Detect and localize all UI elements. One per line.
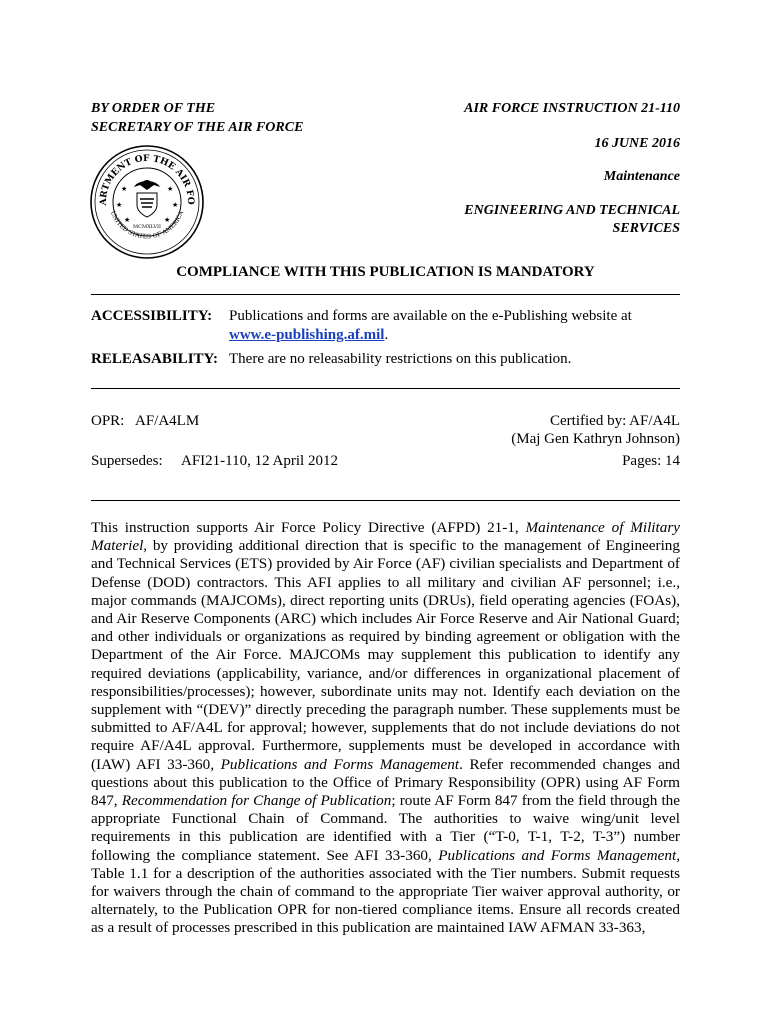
link-suffix: . [384, 327, 389, 343]
divider-1 [91, 294, 680, 295]
releasability-label: RELEASABILITY: [91, 351, 218, 367]
releasability-text: There are no releasability restrictions on this publication. [229, 351, 572, 367]
publication-title-line-2: SERVICES [612, 221, 680, 236]
body-paragraph: This instruction supports Air Force Policy Directive (AFPD) 21-1, Maintenance of Military Materiel, by providing additional direction that is specific to the management of Engineering and Technical Services (ETS) provided by Air Force (AF) civilian specialists and Department of Defense (DOD) contractors. This AFI applies to all military and civilian AF personnel; i.e., major commands (MAJCOMs), direct reporting units (DRUs), field operating agencies (FOAs), and Air Reserve Components (ARC) which includes Air Force Reserve and Air National Guard; and other individuals or organizations as required by binding agreement or obligation with the Department of the Air Force. MAJCOMs may supplement this publication to identify any required deviations (applicability, variance, and/or differences in organizational placement of responsibilities/processes); however, subordinate units may not. Identify each deviation on the supplement with “(DEV)” directly preceding the paragraph number. These supplements must be submitted to AF/A4L for approval; however, supplements that do not include deviations do not require AF/A4L approval. Furthermore, supplements must be developed in accordance with (IAW) AFI 33-360, Publications and Forms Management. Refer recommended changes and questions about this publication to the Office of Primary Responsibility (OPR) using AF Form 847, Recommendation for Change of Publication; route AF Form 847 from the field through the appropriate Functional Chain of Command. The authorities to waive wing/unit level requirements in this publication are identified with a Tier (“T-0, T-1, T-2, T-3”) number following the compliance statement. See AFI 33-360, Publications and Forms Management, Table 1.1 for a description of the authorities associated with the Tier numbers. Submit requests for waivers through the chain of command to the appropriate Tier waiver approval authority, or alternately, to the Publication OPR for non-tiered compliance items. Ensure all records created as a result of processes prescribed in this publication are maintained IAW AFMAN 33-363, [91, 519, 681, 937]
accessibility-label: ACCESSIBILITY: [91, 308, 213, 324]
svg-text:★: ★ [116, 201, 123, 209]
opr-value: AF/A4LM [135, 413, 200, 429]
certified-by-name: (Maj Gen Kathryn Johnson) [511, 431, 680, 447]
svg-text:★: ★ [121, 185, 128, 193]
opr-label: OPR: [91, 413, 125, 429]
instruction-number: AIR FORCE INSTRUCTION 21-110 [464, 101, 680, 116]
svg-text:DEPARTMENT OF THE AIR FORCE: ARTMENT OF THE AIR FO [98, 153, 196, 206]
publication-title-line-1: ENGINEERING AND TECHNICAL [464, 203, 680, 218]
svg-text:MCMXLVII: MCMXLVII [133, 224, 161, 230]
divider-2 [91, 388, 680, 389]
supersedes-value: AFI21-110, 12 April 2012 [181, 453, 338, 469]
publication-category: Maintenance [603, 169, 680, 184]
accessibility-link-line [229, 327, 388, 344]
air-force-seal-icon [88, 143, 206, 261]
svg-text:★: ★ [124, 216, 131, 224]
publication-date: 16 JUNE 2016 [594, 136, 680, 151]
svg-text:★: ★ [167, 185, 174, 193]
page-count: Pages: 14 [622, 453, 680, 469]
divider-3 [91, 500, 680, 501]
issuer-line-1: BY ORDER OF THE [91, 101, 216, 116]
svg-text:★: ★ [172, 201, 179, 209]
accessibility-text: Publications and forms are available on the e-Publishing website at [229, 308, 632, 324]
e-publishing-link[interactable]: www.e-publishing.af.mil [229, 327, 385, 343]
certified-by: Certified by: AF/A4L [550, 413, 680, 429]
compliance-statement: COMPLIANCE WITH THIS PUBLICATION IS MANDATORY [176, 264, 595, 280]
svg-text:★: ★ [164, 216, 171, 224]
issuer-line-2: SECRETARY OF THE AIR FORCE [91, 120, 304, 135]
svg-text:UNITED STATES OF AMERICA: UNITED STATES OF AMERICA [108, 210, 186, 241]
supersedes-label: Supersedes: [91, 453, 163, 469]
